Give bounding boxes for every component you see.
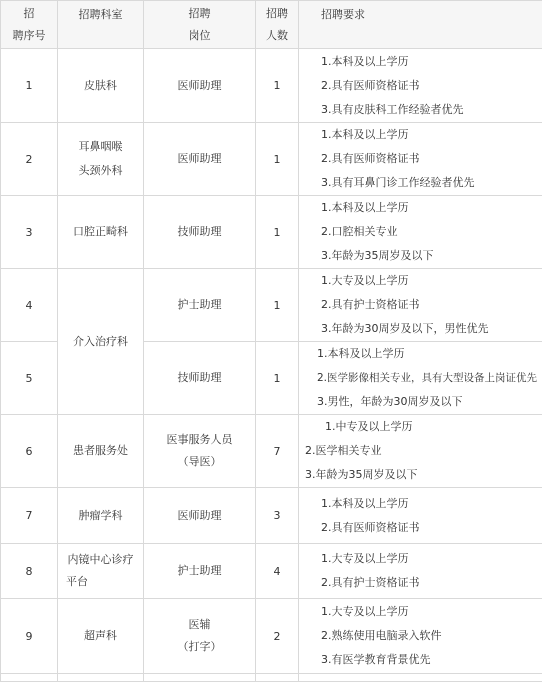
header-dept-label: 招聘科室	[58, 4, 143, 26]
header-count-line-1: 招聘	[256, 3, 298, 25]
req-item: 1.本科及以上学历	[321, 123, 542, 147]
table-row	[1, 269, 542, 342]
row-dept	[58, 49, 144, 123]
req-item: 1.本科及以上学历	[321, 492, 542, 516]
header-post	[144, 1, 256, 49]
row-seq: 8	[1, 544, 58, 599]
row-post	[144, 342, 256, 415]
row-dept-line: 介入治疗科	[58, 331, 143, 353]
header-seq-line-2: 聘序号	[1, 25, 57, 47]
row-seq: 1	[1, 49, 58, 123]
row-post	[144, 544, 256, 599]
cell-empty	[1, 674, 58, 682]
header-req-label: 招聘要求	[321, 3, 542, 27]
row-count: 1	[256, 49, 299, 123]
row-dept-line: 口腔正畸科	[58, 221, 143, 243]
row-dept	[58, 544, 144, 599]
req-item: 1.大专及以上学历	[321, 547, 542, 571]
row-post-line: 技师助理	[144, 367, 255, 389]
row-req	[299, 599, 542, 674]
row-count: 1	[256, 269, 299, 342]
header-seq	[1, 1, 58, 49]
row-seq: 3	[1, 196, 58, 269]
row-req	[299, 123, 542, 196]
row-dept-line: 头颈外科	[58, 159, 143, 183]
cell-empty	[299, 674, 542, 682]
row-req	[299, 196, 542, 269]
row-count: 4	[256, 544, 299, 599]
row-post-line: 护士助理	[144, 294, 255, 316]
row-post-line: 护士助理	[144, 560, 255, 582]
row-post	[144, 49, 256, 123]
req-item: 2.口腔相关专业	[321, 220, 542, 244]
row-dept	[58, 196, 144, 269]
row-post	[144, 415, 256, 488]
row-post	[144, 599, 256, 674]
req-item: 2.具有医师资格证书	[321, 147, 542, 171]
req-item: 1.大专及以上学历	[321, 269, 542, 293]
row-post	[144, 196, 256, 269]
req-item: 3.具有耳鼻门诊工作经验者优先	[321, 171, 542, 195]
row-count: 1	[256, 196, 299, 269]
row-dept-line: 患者服务处	[58, 440, 143, 462]
req-item: 2.医学影像相关专业，具有大型设备上岗证优先	[317, 366, 542, 390]
row-dept	[58, 599, 144, 674]
row-count: 7	[256, 415, 299, 488]
row-post-line: （打字）	[144, 636, 255, 658]
req-item: 1.本科及以上学历	[321, 50, 542, 74]
row-dept-line: 内镜中心诊疗	[58, 549, 143, 571]
req-item: 3.有医学教育背景优先	[321, 648, 542, 672]
row-dept-line: 皮肤科	[58, 75, 143, 97]
header-req	[299, 1, 542, 49]
table-row	[1, 123, 542, 196]
row-req	[299, 49, 542, 123]
cell-empty	[256, 674, 299, 682]
req-item: 3.年龄为35周岁及以下	[321, 244, 542, 268]
table-row-partial	[1, 674, 542, 682]
row-req	[299, 269, 542, 342]
row-dept	[58, 488, 144, 544]
cell-empty	[58, 674, 144, 682]
row-dept	[58, 269, 144, 415]
header-count	[256, 1, 299, 49]
row-count: 1	[256, 342, 299, 415]
req-item: 3.年龄为30周岁及以下，男性优先	[321, 317, 542, 341]
req-item: 3.男性，年龄为30周岁及以下	[317, 390, 542, 414]
row-count: 3	[256, 488, 299, 544]
row-req	[299, 342, 542, 415]
req-item: 1.本科及以上学历	[321, 196, 542, 220]
row-count: 1	[256, 123, 299, 196]
row-dept-line: 肿瘤学科	[58, 505, 143, 527]
row-seq: 2	[1, 123, 58, 196]
row-post-line: 医师助理	[144, 148, 255, 170]
row-dept-line: 超声科	[58, 625, 143, 647]
header-seq-line-1: 招	[1, 3, 57, 25]
table-row	[1, 415, 542, 488]
table-row	[1, 49, 542, 123]
req-item: 2.具有护士资格证书	[321, 571, 542, 595]
row-post	[144, 488, 256, 544]
row-post-line: 医事服务人员	[144, 429, 255, 451]
table-header-row	[1, 1, 542, 49]
req-item: 2.具有护士资格证书	[321, 293, 542, 317]
req-item: 1.本科及以上学历	[317, 342, 542, 366]
row-seq: 9	[1, 599, 58, 674]
row-req	[299, 415, 542, 488]
row-dept-line: 平台	[58, 571, 143, 593]
req-item: 1.中专及以上学历	[305, 415, 542, 439]
row-post	[144, 123, 256, 196]
header-count-line-2: 人数	[256, 25, 298, 47]
row-post-line: 技师助理	[144, 221, 255, 243]
req-item: 3.年龄为35周岁及以下	[305, 463, 542, 487]
row-post-line: 医师助理	[144, 505, 255, 527]
table-row	[1, 599, 542, 674]
row-seq: 6	[1, 415, 58, 488]
row-post-line: （导医）	[144, 451, 255, 473]
req-item: 3.具有皮肤科工作经验者优先	[321, 98, 542, 122]
req-item: 2.具有医师资格证书	[321, 74, 542, 98]
cell-empty	[144, 674, 256, 682]
row-post	[144, 269, 256, 342]
req-item: 1.大专及以上学历	[321, 600, 542, 624]
req-item: 2.熟练使用电脑录入软件	[321, 624, 542, 648]
req-item: 2.具有医师资格证书	[321, 516, 542, 540]
row-post-line: 医辅	[144, 614, 255, 636]
table-row	[1, 544, 542, 599]
row-dept	[58, 123, 144, 196]
row-seq: 7	[1, 488, 58, 544]
req-item: 2.医学相关专业	[305, 439, 542, 463]
row-post-line: 医师助理	[144, 75, 255, 97]
header-post-line-1: 招聘	[144, 3, 255, 25]
header-dept	[58, 1, 144, 49]
row-dept-line: 耳鼻咽喉	[58, 135, 143, 159]
row-req	[299, 488, 542, 544]
row-seq: 5	[1, 342, 58, 415]
row-count: 2	[256, 599, 299, 674]
row-req	[299, 544, 542, 599]
row-dept	[58, 415, 144, 488]
table-row	[1, 488, 542, 544]
header-post-line-2: 岗位	[144, 25, 255, 47]
row-seq: 4	[1, 269, 58, 342]
table-row	[1, 196, 542, 269]
